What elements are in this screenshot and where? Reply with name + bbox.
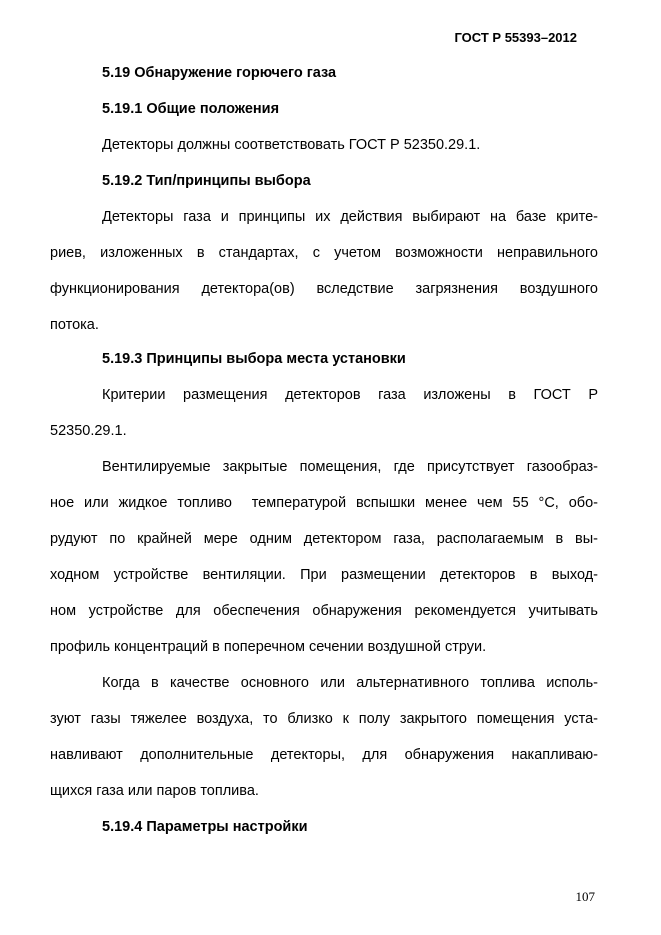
document-header: ГОСТ Р 55393–2012 bbox=[454, 30, 577, 45]
section-heading-5-19: 5.19 Обнаружение горючего газа bbox=[102, 65, 337, 81]
text-line: Когда в качестве основного или альтернативного топлива исполь- bbox=[102, 675, 598, 691]
text-line: профиль концентраций в поперечном сечении воздушной струи. bbox=[50, 639, 487, 655]
text-line: 52350.29.1. bbox=[50, 423, 127, 439]
section-heading-5-19-2: 5.19.2 Тип/принципы выбора bbox=[102, 173, 311, 189]
text-line: риев, изложенных в стандартах, с учетом возможности неправильного bbox=[50, 245, 598, 261]
text-line: Вентилируемые закрытые помещения, где присутствует газообраз- bbox=[102, 459, 598, 475]
text-line: ном устройстве для обеспечения обнаружения рекомендуется учитывать bbox=[50, 603, 598, 619]
text-line: ное или жидкое топливо температурой вспышки менее чем 55 °С, обо- bbox=[50, 495, 598, 511]
section-heading-5-19-4: 5.19.4 Параметры настройки bbox=[102, 819, 308, 835]
text-line: Критерии размещения детекторов газа изложены в ГОСТ Р bbox=[102, 387, 598, 403]
paragraph-5-19-3-criteria bbox=[50, 377, 598, 449]
text-line: зуют газы тяжелее воздуха, то близко к полу закрытого помещения уста- bbox=[50, 711, 598, 727]
text-line: навливают дополнительные детекторы, для обнаружения накапливаю- bbox=[50, 747, 598, 763]
text-line: потока. bbox=[50, 317, 99, 333]
paragraph-5-19-2 bbox=[50, 199, 598, 343]
paragraph-5-19-3-heavy-gases bbox=[50, 665, 598, 809]
text-line: функционирования детектора(ов) вследствие загрязнения воздушного bbox=[50, 281, 598, 297]
paragraph-5-19-3-ventilated bbox=[50, 449, 598, 665]
text-line: рудуют по крайней мере одним детектором газа, располагаемым в вы- bbox=[50, 531, 598, 547]
section-heading-5-19-1: 5.19.1 Общие положения bbox=[102, 101, 280, 117]
text-line: ходном устройстве вентиляции. При размещении детекторов в выход- bbox=[50, 567, 598, 583]
section-heading-5-19-3: 5.19.3 Принципы выбора места установки bbox=[102, 351, 406, 367]
page-number: 107 bbox=[575, 889, 595, 904]
paragraph-5-19-1: Детекторы должны соответствовать ГОСТ Р 52350.29.1. bbox=[102, 137, 481, 153]
text-line: щихся газа или паров топлива. bbox=[50, 783, 259, 799]
text-line: Детекторы газа и принципы их действия выбирают на базе крите- bbox=[102, 209, 598, 225]
